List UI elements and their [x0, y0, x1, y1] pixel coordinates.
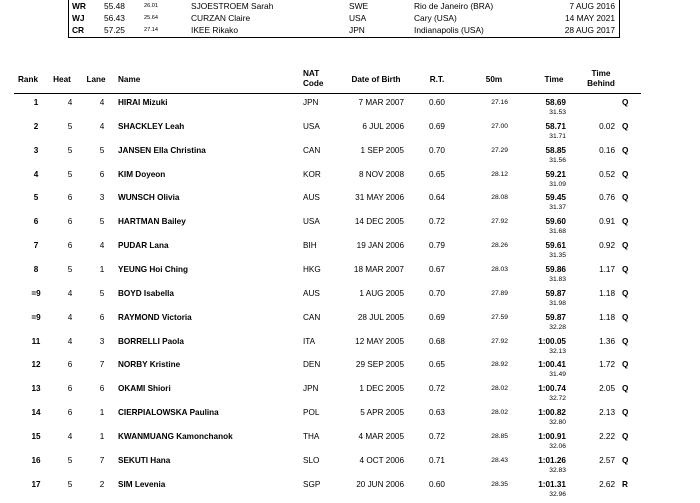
heat-cell: 6 — [67, 241, 73, 251]
record-holder: IKEE Rikako — [191, 25, 239, 35]
final-time: 59.87 — [545, 312, 566, 322]
qualification-mark: Q — [622, 241, 629, 251]
split-second-50: 32.72 — [549, 395, 566, 403]
rank-cell-text: 14 — [31, 408, 41, 418]
final-time: 1:01.26 — [538, 455, 566, 465]
lane-cell: 6 — [99, 169, 105, 179]
nat-code: THA — [303, 431, 320, 441]
split-second-50: 31.68 — [549, 228, 566, 236]
heat-cell: 6 — [67, 193, 73, 203]
rank-cell-text: 12 — [31, 360, 41, 370]
table-row — [0, 359, 700, 383]
time-behind: 0.92 — [599, 241, 615, 251]
record-split: 26.01 — [144, 3, 158, 9]
qualification-mark: Q — [622, 360, 629, 370]
qualification-mark: Q — [622, 408, 629, 418]
rank-cell-text: 1 — [33, 98, 39, 107]
nat-code: CAN — [303, 312, 321, 322]
rank-cell-text: 15 — [31, 431, 41, 441]
record-code: WR — [72, 1, 86, 11]
final-time: 1:00.74 — [538, 384, 566, 394]
heat-cell: 4 — [67, 336, 73, 346]
rank-cell-text: 7 — [33, 241, 39, 251]
heat-cell: 5 — [67, 264, 73, 274]
qualification-mark: Q — [622, 264, 629, 274]
time-behind: 2.05 — [599, 384, 615, 394]
time-behind: 2.13 — [599, 408, 615, 418]
table-row — [0, 479, 700, 503]
lane-cell: 7 — [99, 455, 105, 465]
split-50m: 28.12 — [491, 170, 508, 178]
header-nat: NAT — [303, 69, 320, 78]
reaction-time: 0.60 — [429, 479, 445, 489]
heat-cell: 5 — [67, 479, 73, 489]
table-row — [0, 121, 700, 145]
header-heat: Heat — [53, 75, 71, 84]
heat-cell: 5 — [67, 169, 73, 179]
split-second-50: 31.37 — [549, 204, 566, 212]
final-time: 58.85 — [545, 145, 566, 155]
split-second-50: 32.83 — [549, 466, 566, 474]
split-second-50: 31.35 — [549, 252, 566, 260]
date-of-birth: 29 SEP 2005 — [355, 360, 404, 370]
nat-code: KOR — [303, 169, 321, 179]
header-behind-1: Time — [591, 69, 611, 78]
record-time: 56.43 — [104, 13, 125, 23]
header-rank: Rank — [17, 75, 39, 84]
date-of-birth: 1 DEC 2005 — [359, 384, 404, 394]
heat-cell: 4 — [67, 288, 73, 298]
results-header — [0, 64, 700, 94]
nat-code: JPN — [303, 384, 319, 394]
time-behind: 0.76 — [599, 193, 615, 203]
split-second-50: 32.28 — [549, 323, 566, 331]
split-50m: 27.00 — [491, 122, 508, 130]
records-box — [68, 0, 620, 38]
reaction-time: 0.69 — [429, 121, 445, 131]
lane-cell: 3 — [99, 193, 105, 203]
reaction-time: 0.64 — [429, 193, 445, 203]
header-lane: Lane — [86, 75, 106, 84]
qualification-mark: Q — [622, 384, 629, 394]
split-second-50: 31.53 — [549, 109, 566, 116]
time-behind: 2.22 — [599, 431, 615, 441]
record-row — [69, 24, 619, 36]
table-row — [0, 407, 700, 431]
table-row — [0, 431, 700, 455]
athlete-name: CIERPIALOWSKA Paulina — [118, 408, 219, 418]
qualification-mark: Q — [622, 121, 629, 131]
split-50m: 27.92 — [491, 218, 508, 226]
date-of-birth: 18 MAR 2007 — [353, 264, 404, 274]
split-second-50: 31.49 — [549, 371, 566, 379]
final-time: 1:00.91 — [538, 431, 566, 441]
lane-cell: 5 — [99, 217, 105, 227]
qualification-mark: Q — [622, 336, 629, 346]
time-behind: 0.16 — [599, 145, 615, 155]
split-50m: 27.16 — [491, 99, 508, 106]
athlete-name: KWANMUANG Kamonchanok — [118, 431, 233, 441]
athlete-name: BOYD Isabella — [118, 288, 174, 298]
date-of-birth: 5 APR 2005 — [360, 408, 404, 418]
record-nat: SWE — [349, 1, 369, 11]
rank-cell-text: 13 — [31, 384, 41, 394]
date-of-birth: 20 JUN 2006 — [356, 479, 404, 489]
final-time: 59.61 — [545, 241, 566, 251]
rank-cell-text: 17 — [31, 479, 41, 489]
header-behind-2: Behind — [587, 79, 615, 88]
athlete-name: SIM Levenia — [118, 479, 166, 489]
rank-cell-text: 3 — [33, 145, 39, 155]
reaction-time: 0.72 — [429, 384, 445, 394]
qualification-mark: Q — [622, 98, 629, 107]
qualification-mark: Q — [622, 145, 629, 155]
reaction-time: 0.79 — [429, 241, 445, 251]
rank-cell-text: 6 — [33, 217, 39, 227]
nat-code: BIH — [303, 241, 317, 251]
reaction-time: 0.70 — [429, 288, 445, 298]
heat-cell: 4 — [67, 431, 73, 441]
record-date: 7 AUG 2016 — [569, 1, 615, 11]
split-second-50: 31.98 — [549, 299, 566, 307]
split-50m: 27.89 — [491, 289, 508, 297]
time-behind: 1.18 — [599, 288, 615, 298]
nat-code: USA — [303, 217, 320, 227]
reaction-time: 0.60 — [429, 98, 445, 107]
table-row — [0, 264, 700, 288]
reaction-time: 0.68 — [429, 336, 445, 346]
table-row — [0, 240, 700, 264]
time-behind: 1.18 — [599, 312, 615, 322]
time-behind: 2.62 — [599, 479, 615, 489]
date-of-birth: 1 AUG 2005 — [359, 288, 404, 298]
qualification-mark: Q — [622, 455, 629, 465]
split-50m: 28.43 — [491, 456, 508, 464]
record-venue: Indianapolis (USA) — [414, 25, 484, 35]
reaction-time: 0.70 — [429, 145, 445, 155]
split-50m: 27.29 — [491, 146, 508, 154]
final-time: 1:00.82 — [538, 408, 566, 418]
split-50m: 28.26 — [491, 242, 508, 250]
record-date: 14 MAY 2021 — [565, 13, 615, 23]
final-time: 1:01.31 — [538, 479, 566, 489]
time-behind: 2.57 — [599, 455, 615, 465]
athlete-name: PUDAR Lana — [118, 241, 169, 251]
nat-code: SLO — [303, 455, 320, 465]
table-row — [0, 192, 700, 216]
record-row — [69, 12, 619, 24]
lane-cell: 5 — [99, 145, 105, 155]
nat-code: USA — [303, 121, 320, 131]
table-row — [0, 145, 700, 169]
date-of-birth: 6 JUL 2006 — [362, 121, 404, 131]
header-date-of-birth: Date of Birth — [351, 75, 401, 84]
record-venue: Rio de Janeiro (BRA) — [414, 1, 494, 11]
final-time: 59.60 — [545, 217, 566, 227]
heat-cell: 6 — [67, 217, 73, 227]
athlete-name: BORRELLI Paola — [118, 336, 184, 346]
date-of-birth: 1 SEP 2005 — [360, 145, 404, 155]
record-nat: JPN — [349, 25, 365, 35]
final-time: 1:00.05 — [538, 336, 566, 346]
table-row — [0, 312, 700, 336]
lane-cell: 6 — [99, 312, 105, 322]
date-of-birth: 7 MAR 2007 — [358, 98, 404, 107]
lane-cell: 1 — [99, 264, 105, 274]
nat-code: POL — [303, 408, 320, 418]
table-row — [0, 288, 700, 312]
nat-code: CAN — [303, 145, 321, 155]
lane-cell: 4 — [99, 98, 105, 107]
split-50m: 27.92 — [491, 337, 508, 345]
time-behind: 1.72 — [599, 360, 615, 370]
nat-code: DEN — [303, 360, 321, 370]
heat-cell: 6 — [67, 408, 73, 418]
heat-cell: 4 — [67, 312, 73, 322]
qualification-mark: Q — [622, 288, 629, 298]
heat-cell: 4 — [67, 98, 73, 107]
record-code: CR — [72, 25, 85, 35]
heat-cell: 6 — [67, 360, 73, 370]
split-50m: 28.35 — [491, 480, 508, 488]
table-row — [0, 216, 700, 240]
header-divider — [14, 93, 641, 94]
final-time: 58.71 — [545, 121, 566, 131]
heat-cell: 6 — [67, 384, 73, 394]
split-50m: 28.92 — [491, 361, 508, 369]
date-of-birth: 14 DEC 2005 — [354, 217, 404, 227]
date-of-birth: 28 JUL 2005 — [357, 312, 404, 322]
record-nat: USA — [349, 13, 367, 23]
record-time: 55.48 — [104, 1, 125, 11]
athlete-name: JANSEN Ella Christina — [118, 145, 206, 155]
record-holder: SJOESTROEM Sarah — [191, 1, 274, 11]
date-of-birth: 4 OCT 2006 — [359, 455, 404, 465]
final-time: 59.21 — [545, 169, 566, 179]
lane-cell: 5 — [99, 288, 105, 298]
nat-code: ITA — [303, 336, 316, 346]
reaction-time: 0.72 — [429, 217, 445, 227]
date-of-birth: 12 MAY 2005 — [355, 336, 404, 346]
header-split-50m: 50m — [485, 75, 503, 84]
athlete-name: RAYMOND Victoria — [118, 312, 192, 322]
time-behind: 1.17 — [599, 264, 615, 274]
final-time: 1:00.41 — [538, 360, 566, 370]
reaction-time: 0.63 — [429, 408, 445, 418]
split-second-50: 32.13 — [549, 347, 566, 355]
athlete-name: HARTMAN Bailey — [118, 217, 186, 227]
nat-code: HKG — [303, 264, 321, 274]
athlete-name: WUNSCH Olivia — [118, 193, 180, 203]
athlete-name: SHACKLEY Leah — [118, 121, 185, 131]
rank-cell-text: 4 — [33, 169, 39, 179]
rank-cell-text: =9 — [31, 288, 41, 298]
heat-cell: 5 — [67, 455, 73, 465]
date-of-birth: 4 MAR 2005 — [358, 431, 404, 441]
split-50m: 28.02 — [491, 409, 508, 417]
record-split: 25.64 — [144, 15, 158, 21]
time-behind: 0.91 — [599, 217, 615, 227]
nat-code: JPN — [303, 98, 319, 107]
record-venue: Cary (USA) — [414, 13, 457, 23]
lane-cell: 2 — [99, 479, 105, 489]
time-behind: 0.52 — [599, 169, 615, 179]
header-time: Time — [544, 75, 564, 84]
final-time: 59.86 — [545, 264, 566, 274]
qualification-mark: Q — [622, 169, 629, 179]
split-50m: 28.08 — [491, 194, 508, 202]
athlete-name: OKAMI Shiori — [118, 384, 171, 394]
split-second-50: 31.83 — [549, 275, 566, 283]
reaction-time: 0.65 — [429, 169, 445, 179]
qualification-mark: Q — [622, 431, 629, 441]
table-row — [0, 455, 700, 479]
date-of-birth: 19 JAN 2006 — [356, 241, 404, 251]
date-of-birth: 31 MAY 2006 — [355, 193, 404, 203]
record-code: WJ — [72, 13, 85, 23]
lane-cell: 6 — [99, 384, 105, 394]
rank-cell-text: 5 — [33, 193, 39, 203]
split-second-50: 31.56 — [549, 156, 566, 164]
reaction-time: 0.72 — [429, 431, 445, 441]
heat-cell: 5 — [67, 145, 73, 155]
lane-cell: 4 — [99, 121, 105, 131]
nat-code: AUS — [303, 193, 320, 203]
header-name: Name — [118, 75, 141, 84]
qualification-mark: Q — [622, 312, 629, 322]
lane-cell: 4 — [99, 241, 105, 251]
record-split: 27.14 — [144, 27, 158, 33]
split-second-50: 31.09 — [549, 180, 566, 188]
split-50m: 28.85 — [491, 432, 508, 440]
reaction-time: 0.65 — [429, 360, 445, 370]
split-50m: 27.59 — [491, 313, 508, 321]
record-time: 57.25 — [104, 25, 125, 35]
qualification-mark: Q — [622, 193, 629, 203]
lane-cell: 1 — [99, 408, 105, 418]
reaction-time: 0.67 — [429, 264, 445, 274]
final-time: 59.87 — [545, 288, 566, 298]
time-behind: 0.02 — [599, 121, 615, 131]
athlete-name: NORBY Kristine — [118, 360, 181, 370]
final-time: 59.45 — [545, 193, 566, 203]
table-row — [0, 336, 700, 360]
lane-cell: 7 — [99, 360, 105, 370]
record-row — [69, 0, 619, 12]
split-second-50: 32.96 — [549, 490, 566, 498]
split-second-50: 32.80 — [549, 419, 566, 427]
final-time: 58.69 — [545, 98, 566, 107]
table-row — [0, 383, 700, 407]
time-behind: 1.36 — [599, 336, 615, 346]
rank-cell-text: =9 — [31, 312, 41, 322]
lane-cell: 1 — [99, 431, 105, 441]
reaction-time: 0.71 — [429, 455, 445, 465]
nat-code: SGP — [303, 479, 321, 489]
table-row — [0, 97, 700, 121]
split-second-50: 32.06 — [549, 442, 566, 450]
split-50m: 28.03 — [491, 265, 508, 273]
heat-cell: 5 — [67, 121, 73, 131]
rank-cell-text: 2 — [33, 121, 39, 131]
athlete-name: HIRAI Mizuki — [118, 98, 168, 107]
rank-cell-text: 8 — [33, 264, 39, 274]
lane-cell: 3 — [99, 336, 105, 346]
nat-code: AUS — [303, 288, 320, 298]
reaction-time: 0.69 — [429, 312, 445, 322]
athlete-name: SEKUTI Hana — [118, 455, 171, 465]
split-second-50: 31.71 — [549, 132, 566, 140]
rank-cell-text: 16 — [31, 455, 41, 465]
date-of-birth: 8 NOV 2008 — [358, 169, 404, 179]
record-holder: CURZAN Claire — [191, 13, 251, 23]
qualification-mark: Q — [622, 217, 629, 227]
header-reaction-time: R.T. — [429, 75, 445, 84]
athlete-name: YEUNG Hoi Ching — [118, 264, 189, 274]
qualification-mark: R — [622, 479, 628, 489]
header-nat-code: Code — [303, 79, 324, 88]
athlete-name: KIM Doyeon — [118, 169, 166, 179]
rank-cell-text: 11 — [31, 336, 41, 346]
record-date: 28 AUG 2017 — [564, 25, 615, 35]
table-row — [0, 169, 700, 193]
split-50m: 28.02 — [491, 385, 508, 393]
